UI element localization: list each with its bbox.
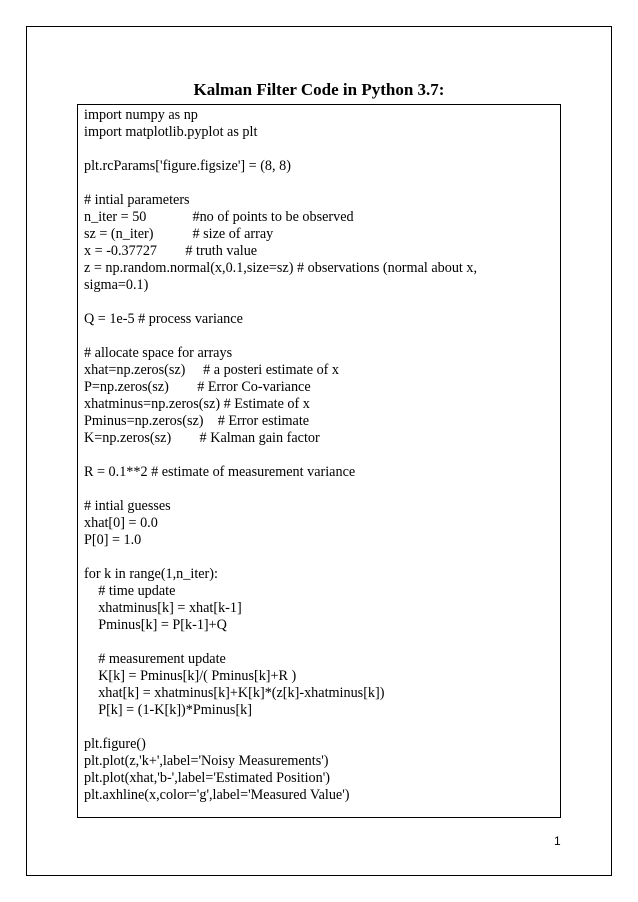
- code-line: Q = 1e-5 # process variance: [84, 311, 243, 327]
- code-line: [84, 175, 558, 192]
- document-title: Kalman Filter Code in Python 3.7:: [193, 80, 445, 99]
- code-line: for k in range(1,n_iter):: [84, 566, 218, 582]
- page-number: 1: [554, 834, 561, 848]
- code-line: xhatminus[k] = xhat[k-1]: [84, 600, 242, 616]
- code-line: P[0] = 1.0: [84, 532, 142, 548]
- code-line: # allocate space for arrays: [84, 345, 233, 361]
- code-line: xhat[0] = 0.0: [84, 515, 158, 531]
- code-line: n_iter = 50 #no of points to be observed: [84, 209, 354, 225]
- code-line: plt.plot(z,'k+',label='Noisy Measurements'): [84, 753, 329, 769]
- code-line: P[k] = (1-K[k])*Pminus[k]: [84, 702, 252, 718]
- code-line: plt.rcParams['figure.figsize'] = (8, 8): [84, 158, 291, 174]
- code-line: # intial guesses: [84, 498, 171, 514]
- code-line: import matplotlib.pyplot as plt: [84, 124, 258, 140]
- code-line: R = 0.1**2 # estimate of measurement variance: [84, 464, 356, 480]
- code-line: plt.plot(xhat,'b-',label='Estimated Position'): [84, 770, 330, 786]
- code-line: # measurement update: [84, 651, 226, 667]
- code-line: # intial parameters: [84, 192, 190, 208]
- code-line: Pminus[k] = P[k-1]+Q: [84, 617, 227, 633]
- code-line: [84, 447, 558, 464]
- code-line: x = -0.37727 # truth value: [84, 243, 258, 259]
- code-line: xhat=np.zeros(sz) # a posteri estimate of x: [84, 362, 340, 378]
- code-line: [84, 719, 558, 736]
- code-line: [84, 328, 558, 345]
- code-line: sigma=0.1): [84, 277, 149, 293]
- code-line: K[k] = Pminus[k]/( Pminus[k]+R ): [84, 668, 297, 684]
- code-line: P=np.zeros(sz) # Error Co-variance: [84, 379, 311, 395]
- code-line: [84, 141, 558, 158]
- code-line: K=np.zeros(sz) # Kalman gain factor: [84, 430, 320, 446]
- code-line: [84, 549, 558, 566]
- code-line: plt.figure(): [84, 736, 146, 752]
- code-line: sz = (n_iter) # size of array: [84, 226, 274, 242]
- code-line: [84, 634, 558, 651]
- code-line: plt.axhline(x,color='g',label='Measured Value'): [84, 787, 350, 803]
- code-line: import numpy as np: [84, 107, 198, 123]
- code-line: [84, 481, 558, 498]
- code-line: xhat[k] = xhatminus[k]+K[k]*(z[k]-xhatminus[k]): [84, 685, 385, 701]
- code-line: # time update: [84, 583, 176, 599]
- code-block: [84, 107, 558, 804]
- code-line: [84, 294, 558, 311]
- code-line: xhatminus=np.zeros(sz) # Estimate of x: [84, 396, 310, 412]
- code-line: Pminus=np.zeros(sz) # Error estimate: [84, 413, 310, 429]
- code-line: z = np.random.normal(x,0.1,size=sz) # observations (normal about x,: [84, 260, 478, 276]
